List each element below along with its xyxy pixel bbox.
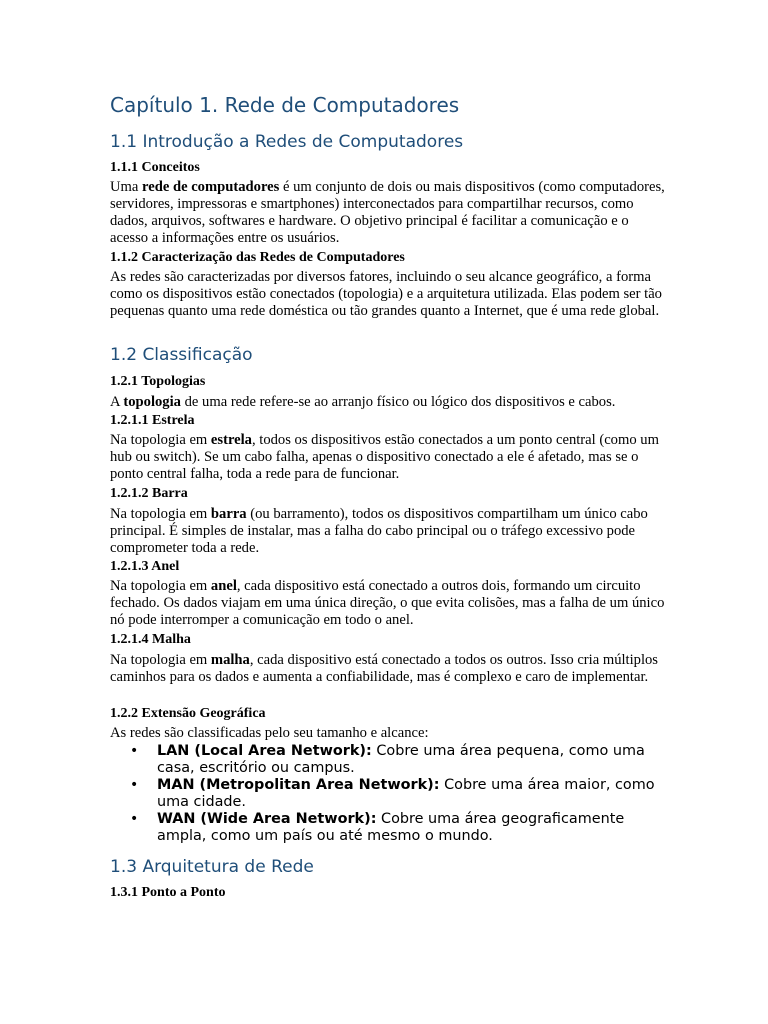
subsection-title-1-2-1: 1.2.1 Topologias: [110, 374, 206, 389]
section-title-1-3: 1.3 Arquitetura de Rede: [110, 857, 314, 877]
text-run: (ou barramento), todos os dispositivos compartilham um único cabo principal. É simples de instalar, mas a falha do cabo principal ou o tráfego excessivo pode comprometer toda a rede.: [110, 506, 648, 556]
subsection-title-1-1-2: 1.1.2 Caracterização das Redes de Computadores: [110, 250, 405, 265]
subsection-title-anel: 1.2.1.3 Anel: [110, 559, 180, 574]
list-desc: Cobre uma área maior, como uma cidade.: [157, 777, 655, 810]
subsection-title-1-3-1: 1.3.1 Ponto a Ponto: [110, 885, 226, 900]
text-run: Na topologia em: [110, 432, 211, 448]
list-item-lan: [130, 743, 670, 777]
text-run: , cada dispositivo está conectado a todos os outros. Isso cria múltiplos caminhos para os dados e aumenta a confiabilidade, mas é complexo e caro de implementar.: [110, 652, 658, 685]
subsection-title-malha: 1.2.1.4 Malha: [110, 632, 191, 647]
list-item-man: [130, 777, 670, 811]
bullet-icon: •: [130, 743, 139, 759]
subsection-title-barra: 1.2.1.2 Barra: [110, 486, 188, 501]
bold-term: topologia: [123, 394, 181, 410]
list-desc: Cobre uma área pequena, como uma casa, escritório ou campus.: [157, 743, 645, 776]
text-run: Na topologia em: [110, 578, 211, 594]
list-term: LAN (Local Area Network):: [157, 743, 372, 759]
bullet-icon: •: [130, 811, 139, 827]
list-item-wan: [130, 811, 670, 845]
subsection-title-estrela: 1.2.1.1 Estrela: [110, 413, 195, 428]
text-run: , cada dispositivo está conectado a outros dois, formando um circuito fechado. Os dados viajam em uma única direção, o que evita colisões, mas a falha de um único nó pode interromper a comunicação em todo o anel.: [110, 578, 665, 628]
text-run: é um conjunto de dois ou mais dispositivos (como computadores, servidores, impressoras e smartphones) interconectados para compartilhar recursos, como dados, arquivos, softwares e hardware. O objetivo principal é facilitar a comunicação e o acesso a informações entre os usuários.: [110, 179, 665, 246]
list-term: MAN (Metropolitan Area Network):: [157, 777, 440, 793]
subsection-title-1-2-2: 1.2.2 Extensão Geográfica: [110, 706, 266, 721]
subsection-title-1-1-1: 1.1.1 Conceitos: [110, 160, 200, 175]
section-title-1-1: 1.1 Introdução a Redes de Computadores: [110, 132, 464, 152]
list-desc: Cobre uma área geograficamente ampla, como um país ou até mesmo o mundo.: [157, 811, 625, 844]
bold-term: malha: [210, 652, 250, 668]
list-term: WAN (Wide Area Network):: [157, 811, 377, 827]
bold-term: estrela: [210, 432, 252, 448]
paragraph-topologias: [110, 394, 665, 411]
text-run: Na topologia em: [110, 506, 211, 522]
paragraph-malha: [110, 652, 665, 686]
paragraph-estrela: [110, 432, 665, 483]
paragraph-caracterizacao: As redes são caracterizadas por diversos fatores, incluindo o seu alcance geográfico, a forma como os dispositivos estão conectados (topologia) e a arquitetura utilizada. Elas podem ser tão pequenas quanto uma rede doméstica ou tão grandes quanto a Internet, que é uma rede global.: [110, 269, 662, 319]
text-run: Uma: [110, 179, 143, 195]
chapter-title: Capítulo 1. Rede de Computadores: [110, 93, 460, 117]
bold-term: barra: [210, 506, 247, 522]
text-run: de uma rede refere-se ao arranjo físico ou lógico dos dispositivos e cabos.: [180, 394, 616, 410]
text-run: , todos os dispositivos estão conectados a um ponto central (como um hub ou switch). Se um cabo falha, apenas o dispositivo conectado a ele é afetado, mas se o ponto central falha, toda a rede para de funcionar.: [110, 432, 659, 482]
bold-term: anel: [210, 578, 237, 594]
paragraph-conceitos: [110, 179, 665, 247]
bold-term: rede de computadores: [142, 179, 280, 195]
text-run: A: [110, 394, 124, 410]
bullet-icon: •: [130, 777, 139, 793]
paragraph-anel: [110, 578, 665, 629]
paragraph-extensao: As redes são classificadas pelo seu tamanho e alcance:: [110, 725, 429, 741]
network-types-list: [130, 743, 670, 845]
text-run: Na topologia em: [110, 652, 211, 668]
section-title-1-2: 1.2 Classificação: [110, 345, 253, 365]
paragraph-barra: [110, 506, 665, 557]
